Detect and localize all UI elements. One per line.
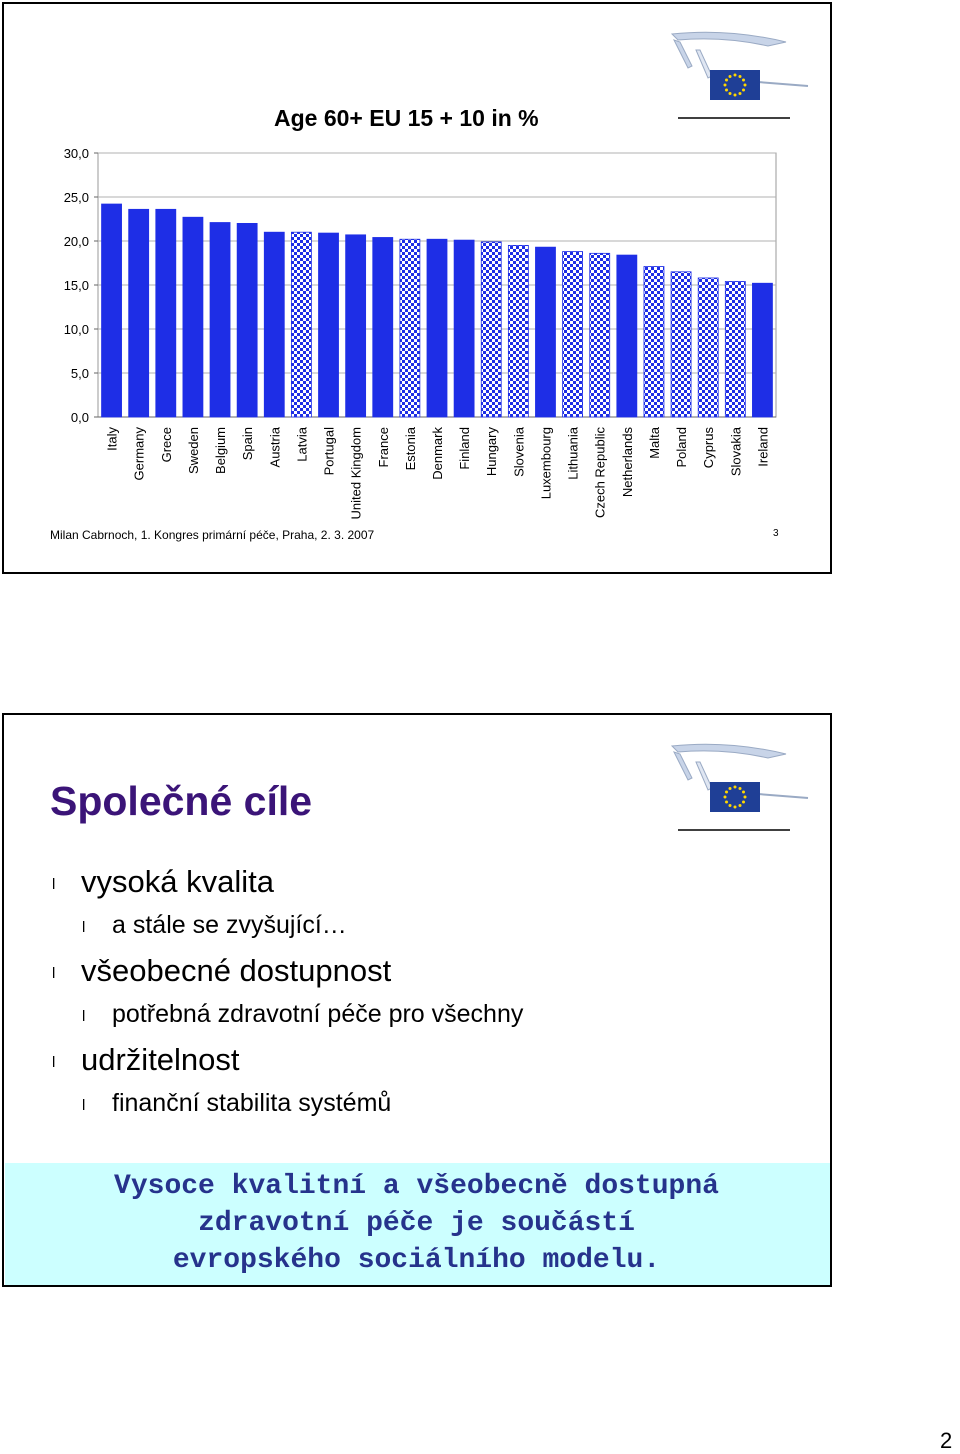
slide-number: 3 bbox=[773, 528, 779, 539]
x-tick-label: Lithuania bbox=[565, 427, 581, 480]
summary-line-1: Vysoce kvalitní a všeobecně dostupná bbox=[114, 1171, 719, 1202]
y-tick-label: 25,0 bbox=[63, 190, 89, 205]
y-tick-label: 20,0 bbox=[63, 234, 89, 249]
x-tick-label: Estonia bbox=[402, 427, 418, 471]
x-tick-label: Poland bbox=[674, 427, 690, 468]
bullet-accessibility: všeobecné dostupnost bbox=[81, 953, 392, 988]
x-tick-label: Slovenia bbox=[511, 427, 527, 477]
x-tick-label: Slovakia bbox=[728, 427, 744, 477]
bullet-quality: vysoká kvalita bbox=[81, 864, 274, 899]
y-tick-label: 10,0 bbox=[63, 322, 89, 337]
summary-text bbox=[0, 1168, 833, 1279]
x-tick-label: Netherlands bbox=[619, 427, 635, 498]
x-tick-label: France bbox=[375, 427, 391, 468]
slide-title: Společné cíle bbox=[50, 778, 313, 824]
x-tick-label: United Kingdom bbox=[348, 427, 364, 520]
y-tick-label: 30,0 bbox=[63, 146, 89, 161]
x-tick-label: Denmark bbox=[430, 427, 445, 480]
x-tick-label: Italy bbox=[104, 427, 120, 451]
y-tick-label: 15,0 bbox=[63, 278, 89, 293]
summary-line-3: evropského sociálního modelu. bbox=[172, 1245, 661, 1276]
x-tick-label: Luxembourg bbox=[538, 427, 554, 500]
sub-bullet-quality: a stále se zvyšující… bbox=[112, 911, 347, 939]
chart-title: Age 60+ EU 15 + 10 in % bbox=[274, 105, 539, 131]
x-tick-label: Malta bbox=[646, 427, 662, 459]
sub-bullet-accessibility: potřebná zdravotní péče pro všechny bbox=[112, 1000, 524, 1028]
y-tick-label: 5,0 bbox=[70, 366, 89, 381]
x-tick-label: Germany bbox=[131, 427, 147, 481]
bullet-l-icon: l bbox=[82, 1097, 86, 1114]
x-tick-label: Austria bbox=[267, 427, 283, 468]
bullet-l-icon: l bbox=[52, 1054, 56, 1071]
summary-line-2: zdravotní péče je součástí bbox=[198, 1208, 635, 1239]
x-tick-label: Cyprus bbox=[701, 427, 717, 469]
sub-bullet-sustainability: finanční stabilita systémů bbox=[112, 1089, 392, 1117]
slide-footer: Milan Cabrnoch, 1. Kongres primární péče, Praha, 2. 3. 2007 bbox=[50, 528, 375, 542]
page-number: 2 bbox=[940, 1428, 953, 1453]
x-tick-label: Latvia bbox=[294, 427, 310, 462]
x-tick-label: Finland bbox=[457, 427, 473, 470]
bullet-l-icon: l bbox=[82, 1008, 86, 1025]
bullet-l-icon: l bbox=[52, 876, 56, 893]
y-tick-label: 0,0 bbox=[70, 410, 89, 425]
x-tick-label: Spain bbox=[240, 427, 256, 461]
bullet-l-icon: l bbox=[82, 919, 86, 936]
bullet-sustainability: udržitelnost bbox=[81, 1042, 240, 1077]
x-tick-label: Portugal bbox=[321, 427, 337, 476]
bullet-l-icon: l bbox=[52, 965, 56, 982]
x-tick-label: Belgium bbox=[213, 427, 229, 474]
x-tick-label: Ireland bbox=[755, 427, 771, 467]
x-tick-label: Hungary bbox=[484, 427, 500, 477]
x-tick-label: Sweden bbox=[185, 427, 201, 474]
x-tick-label: Czech Republic bbox=[592, 427, 608, 519]
x-tick-label: Grece bbox=[158, 427, 174, 463]
